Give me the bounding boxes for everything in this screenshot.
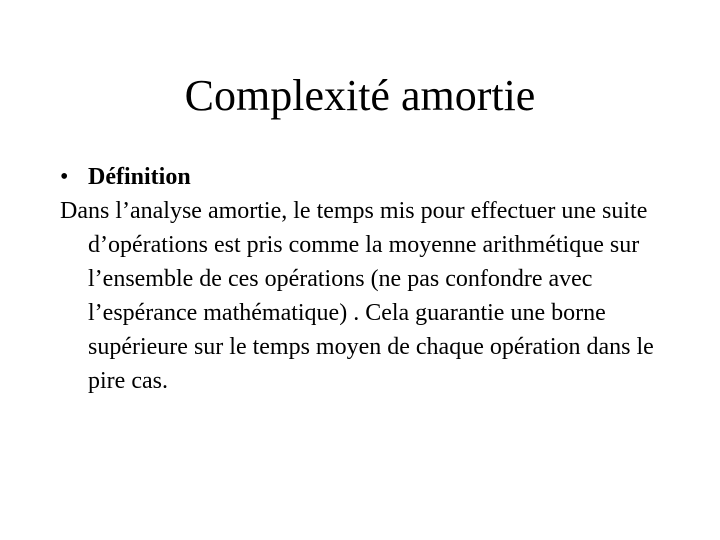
slide-title: Complexité amortie: [184, 71, 536, 120]
bullet-icon: •: [60, 164, 69, 190]
bullet-item: [60, 160, 660, 194]
definition-paragraph: Dans l’analyse amortie, le temps mis pour effectuer une suite d’opérations est pris comme la moyenne arithmétique sur l’ensemble de ces opérations (ne pas confondre avec l’espérance mathématique) . Cela guarantie une borne supérieure sur le temps moyen de chaque opération dans le pire cas.: [60, 198, 654, 394]
slide-body: [60, 160, 660, 398]
bullet-label: Définition: [88, 164, 191, 190]
